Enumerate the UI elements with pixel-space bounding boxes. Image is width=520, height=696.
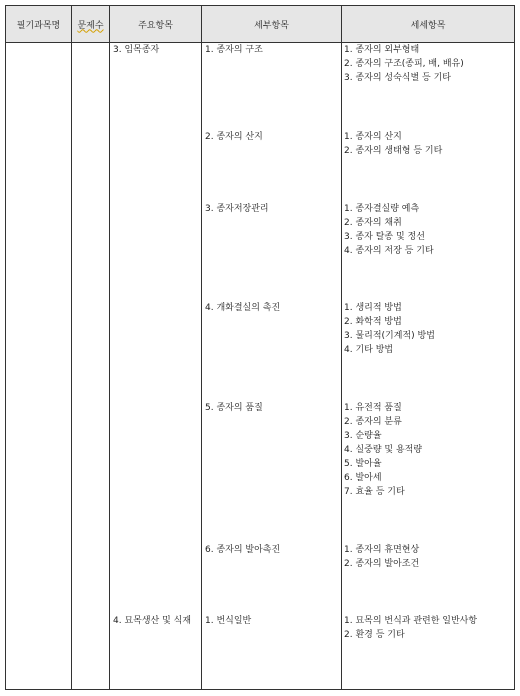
- header-detail-item: [342, 6, 514, 42]
- header-subject: [6, 6, 71, 42]
- header-question-count-label: 문제수: [77, 20, 104, 31]
- detail-list: [344, 543, 419, 571]
- main-item: [113, 43, 159, 57]
- detail-item: 2. 화학적 방법: [344, 317, 402, 327]
- detail-item: 3. 물리적(기계적) 방법: [344, 331, 435, 341]
- table-border-bottom: [5, 689, 515, 690]
- detail-item: 2. 종자의 분류: [344, 417, 402, 427]
- table-border-right: [514, 5, 515, 690]
- detail-item: 3. 종자의 성숙식별 등 기타: [344, 73, 451, 83]
- detail-item: 3. 순량율: [344, 431, 382, 441]
- detail-item: 2. 종자의 발아조건: [344, 559, 420, 569]
- sub-item-label: 4. 개화결실의 촉진: [205, 303, 281, 313]
- sub-item: [205, 130, 263, 144]
- header-question-count: [72, 6, 109, 42]
- detail-item: 1. 종자결실량 예측: [344, 204, 420, 214]
- sub-item: [205, 543, 280, 557]
- sub-item: [205, 43, 263, 57]
- detail-item: 4. 실중량 및 용적량: [344, 445, 423, 455]
- detail-item: 2. 종자의 구조(종피, 배, 배유): [344, 59, 464, 69]
- detail-item: 5. 발아율: [344, 459, 382, 469]
- detail-item: 4. 기타 방법: [344, 345, 394, 355]
- detail-item: 2. 종자의 채취: [344, 218, 402, 228]
- column-divider: [201, 5, 202, 690]
- table-border-top: [5, 5, 515, 6]
- main-item: [113, 614, 191, 628]
- detail-item: 7. 효율 등 기타: [344, 487, 405, 497]
- header-subject-label: 필기과목명: [16, 20, 61, 31]
- header-detail-item-label: 세세항목: [410, 20, 446, 31]
- detail-item: 1. 묘목의 번식과 관련한 일반사항: [344, 616, 478, 626]
- detail-list: [344, 43, 464, 85]
- detail-item: 4. 종자의 저장 등 기타: [344, 246, 434, 256]
- sub-item: [205, 301, 280, 315]
- detail-list: [344, 301, 435, 357]
- main-item-label: 3. 임목종자: [113, 45, 160, 55]
- sub-item: [205, 401, 263, 415]
- detail-item: 1. 유전적 품질: [344, 403, 402, 413]
- sub-item-label: 2. 종자의 산지: [205, 132, 263, 142]
- main-item-label: 4. 묘목생산 및 식재: [113, 616, 192, 626]
- sub-item: [205, 202, 269, 216]
- detail-item: 1. 생리적 방법: [344, 303, 402, 313]
- column-divider: [71, 5, 72, 690]
- sub-item-label: 1. 번식일반: [205, 616, 252, 626]
- header-main-item-label: 주요항목: [138, 20, 173, 31]
- detail-item: 2. 환경 등 기타: [344, 630, 405, 640]
- detail-list: [344, 401, 422, 499]
- sub-item-label: 5. 종자의 품질: [205, 403, 263, 413]
- detail-list: [344, 130, 442, 158]
- header-sub-item-label: 세부항목: [254, 20, 289, 31]
- sub-item: [205, 614, 251, 628]
- detail-item: 6. 발아세: [344, 473, 382, 483]
- detail-item: 2. 종자의 생태형 등 기타: [344, 146, 443, 156]
- detail-item: 1. 종자의 산지: [344, 132, 402, 142]
- detail-item: 3. 종자 탈종 및 정선: [344, 232, 425, 242]
- detail-item: 1. 종자의 휴면현상: [344, 545, 420, 555]
- detail-list: [344, 614, 477, 642]
- column-divider: [341, 5, 342, 690]
- header-sub-item: [202, 6, 341, 42]
- detail-item: 1. 종자의 외부형태: [344, 45, 420, 55]
- sub-item-label: 3. 종자저장관리: [205, 204, 269, 214]
- column-divider: [109, 5, 110, 690]
- sub-item-label: 6. 종자의 발아촉진: [205, 545, 281, 555]
- header-main-item: [110, 6, 201, 42]
- detail-list: [344, 202, 434, 258]
- sub-item-label: 1. 종자의 구조: [205, 45, 263, 55]
- table-border-left: [5, 5, 6, 690]
